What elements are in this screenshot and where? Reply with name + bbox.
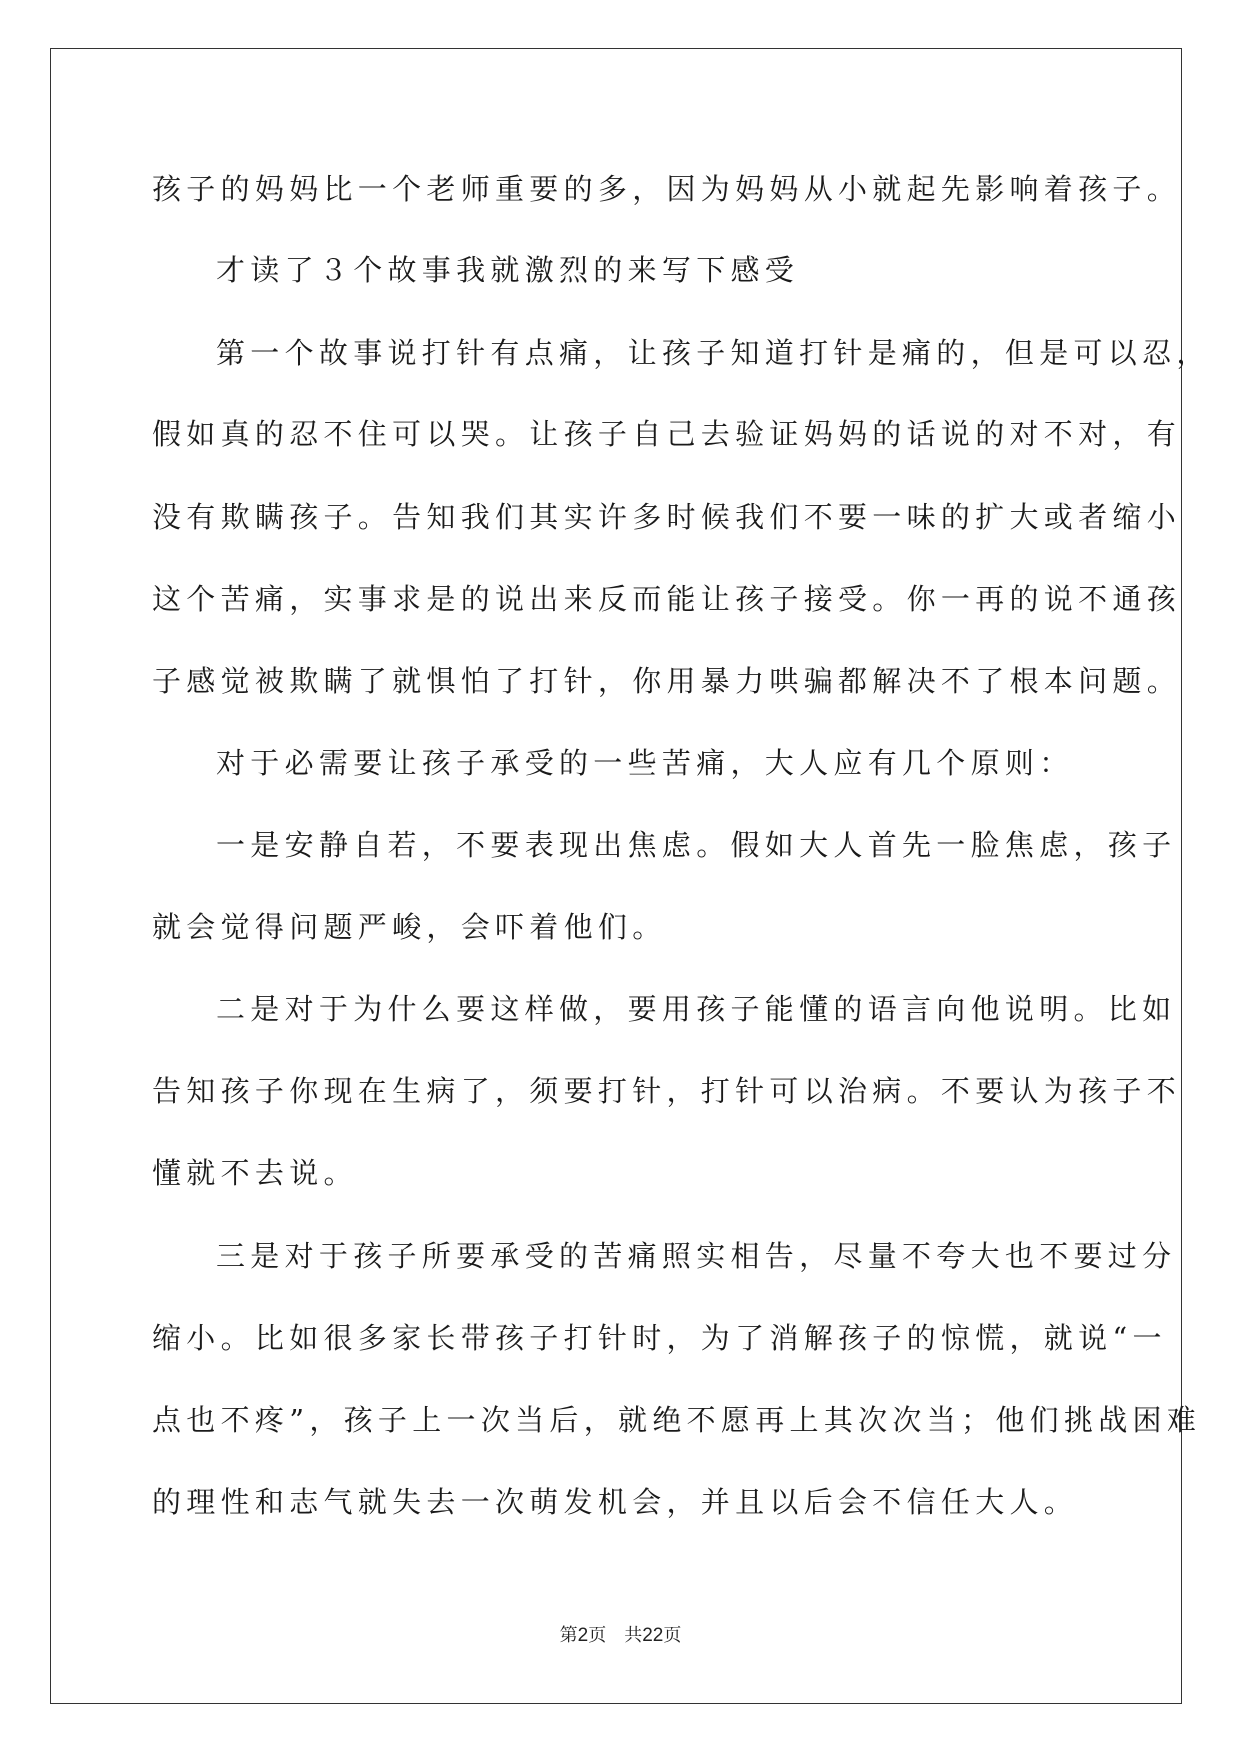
text-line: 二是对于为什么要这样做，要用孩子能懂的语言向他说明。比如 (216, 992, 1177, 1026)
page-number: 2 (577, 1625, 589, 1646)
total-suffix: 页 (663, 1625, 682, 1646)
page-suffix: 页 (588, 1625, 607, 1646)
text-line: 才读了３个故事我就激烈的来写下感受 (216, 253, 800, 287)
page-border (50, 48, 1182, 1704)
text-line: 懂就不去说。 (152, 1156, 358, 1190)
text-line: 对于必需要让孩子承受的一些苦痛，大人应有几个原则： (216, 746, 1074, 780)
total-pages: 22 (642, 1625, 664, 1646)
text-line: 没有欺瞒孩子。告知我们其实许多时候我们不要一味的扩大或者缩小 (152, 500, 1182, 534)
text-line: 的理性和志气就失去一次萌发机会，并且以后会不信任大人。 (152, 1485, 1079, 1519)
page-footer (0, 1624, 1241, 1648)
text-line: 子感觉被欺瞒了就惧怕了打针，你用暴力哄骗都解决不了根本问题。 (152, 664, 1182, 698)
text-line: 一是安静自若，不要表现出焦虑。假如大人首先一脸焦虑，孩子 (216, 828, 1177, 862)
text-line: 缩小。比如很多家长带孩子打针时，为了消解孩子的惊慌，就说“一 (152, 1321, 1167, 1355)
text-line: 孩子的妈妈比一个老师重要的多，因为妈妈从小就起先影响着孩子。 (152, 172, 1182, 206)
text-line: 第一个故事说打针有点痛，让孩子知道打针是痛的，但是可以忍， (216, 336, 1211, 370)
text-line: 就会觉得问题严峻，会吓着他们。 (152, 910, 667, 944)
text-line: 这个苦痛，实事求是的说出来反而能让孩子接受。你一再的说不通孩 (152, 582, 1182, 616)
text-line: 三是对于孩子所要承受的苦痛照实相告，尽量不夸大也不要过分 (216, 1239, 1177, 1273)
text-line: 点也不疼”，孩子上一次当后，就绝不愿再上其次次当；他们挑战困难 (152, 1403, 1202, 1437)
text-line: 告知孩子你现在生病了，须要打针，打针可以治病。不要认为孩子不 (152, 1074, 1182, 1108)
total-prefix: 共 (624, 1625, 643, 1646)
page-prefix: 第 (559, 1625, 578, 1646)
text-line: 假如真的忍不住可以哭。让孩子自己去验证妈妈的话说的对不对，有 (152, 417, 1182, 451)
